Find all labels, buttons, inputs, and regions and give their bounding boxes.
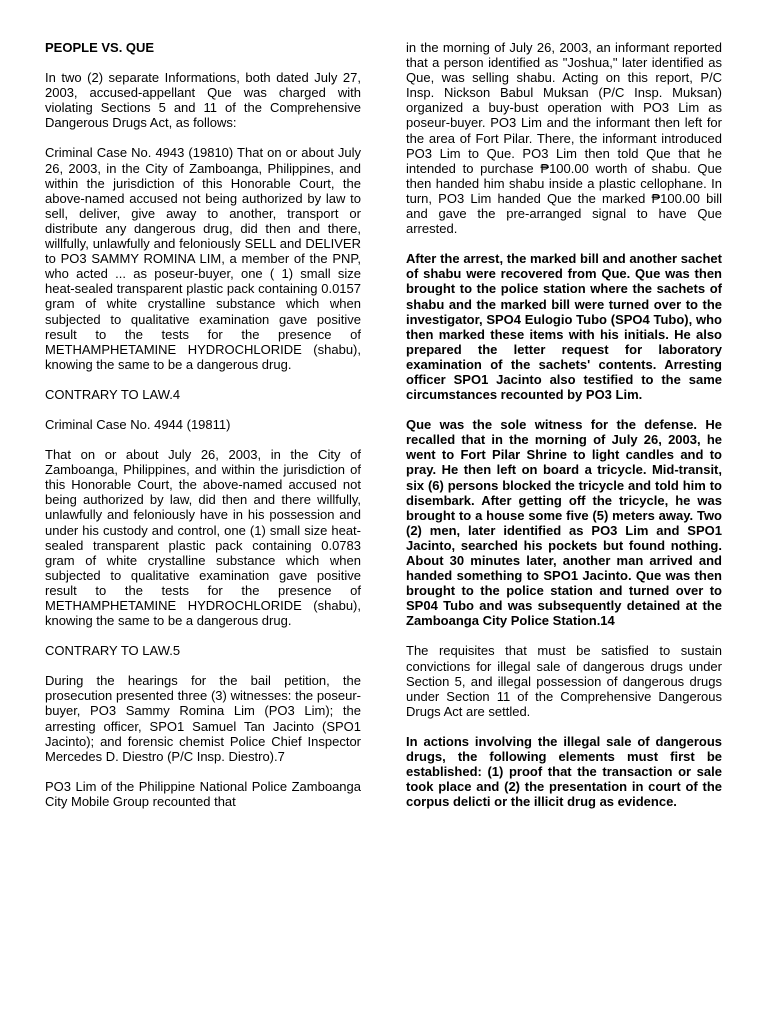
paragraph-buy-bust: in the morning of July 26, 2003, an informant reported that a person identified as "Joshua," later identified as Que, was selling shabu. Acting on this report, P/C Insp. Nickson Babul Muksan (P/C Insp. Muksan) organized a buy-bust operation with PO3 Lim as poseur-buyer. PO3 Lim and the informant then left for the area of Fort Pilar. There, the informant introduced PO3 Lim to Que. PO3 Lim then told Que that he intended to purchase ₱100.00 worth of shabu. Que then handed him shabu inside a plastic cellophane. In turn, PO3 Lim handed Que the marked ₱100.00 bill and gave the pre-arranged signal to have Que arrested. [406, 40, 722, 237]
document-title: PEOPLE VS. QUE [45, 40, 155, 55]
paragraph-case-4944-heading: Criminal Case No. 4944 (19811) [45, 416, 231, 432]
paragraph-defense: Que was the sole witness for the defense. He recalled that in the morning of July 26, 2003, he went to Fort Pilar Shrine to light candles and to pray. He then left on board a tricycle. Mid-transit, six (6) persons blocked the tricycle and told him to disembark. After getting off the tricycle, he was brought to a house some five (5) meters away. Two (2) men, later identified as PO3 Lim and SPO1 Jacinto, searched his pockets but found nothing. About 30 minutes later, another man arrived and handed something to SPO1 Jacinto. Que was then brought to the police station and turned over to SP04 Tubo and was subsequently detained at the Zamboanga City Police Station.14 [406, 417, 722, 629]
paragraph-elements: In actions involving the illegal sale of dangerous drugs, the following elements must first be established: (1) proof that the transaction or sale took place and (2) the presentation in court of the corpus delicti or the illicit drug as evidence. [406, 733, 722, 810]
paragraph-case-4944: That on or about July 26, 2003, in the City of Zamboanga, Philippines, and within the jurisdiction of this Honorable Court, the above-named accused not being authorized by law, did then and there willfully, unlawfully and feloniously have in his possession and under his custody and control, one (1) small size heat-sealed transparent plastic pack containing 0.0783 gram of white crystalline substance which when subjected to qualitative examination gave positive result to the tests for the presence of METHAMPHETAMINE HYDROCHLORIDE (shabu), knowing the same to be a dangerous drug. [45, 447, 361, 629]
left-column [45, 40, 361, 824]
paragraph-contrary-4: CONTRARY TO LAW.4 [45, 386, 181, 402]
right-column [406, 40, 722, 824]
paragraph-informations: In two (2) separate Informations, both dated July 27, 2003, accused-appellant Que was charged with violating Sections 5 and 11 of the Comprehensive Dangerous Drugs Act, as follows: [45, 70, 361, 131]
paragraph-bail-hearings: During the hearings for the bail petition, the prosecution presented three (3) witnesses: the poseur-buyer, PO3 Sammy Romina Lim (PO3 Lim); the arresting officer, SPO1 Samuel Tan Jacinto (SPO1 Jacinto); and forensic chemist Police Chief Inspector Mercedes D. Diestro (P/C Insp. Diestro).7 [45, 673, 361, 764]
paragraph-po3-lim: PO3 Lim of the Philippine National Police Zamboanga City Mobile Group recounted that [45, 778, 361, 809]
paragraph-after-arrest: After the arrest, the marked bill and another sachet of shabu were recovered from Que. Que was then brought to the police station where the sachets of shabu and the marked bill were turned over to the investigator, SPO4 Eulogio Tubo (SPO4 Tubo), who then marked these items with his initials. He also prepared the letter request for laboratory examination of the sachets' contents. Arresting officer SPO1 Jacinto also testified to the same circumstances recounted by PO3 Lim. [406, 251, 722, 403]
paragraph-contrary-5: CONTRARY TO LAW.5 [45, 643, 181, 659]
paragraph-case-4943: Criminal Case No. 4943 (19810) That on or about July 26, 2003, in the City of Zamboanga, Philippines, and within the jurisdiction of this Honorable Court, the above-named accused not being authorized by law to sell, deliver, give away to another, transport or distribute any dangerous drug, did then and there, willfully, unlawfully and feloniously SELL and DELIVER to PO3 SAMMY ROMINA LIM, a member of the PNP, who acted ... as poseur-buyer, one ( 1) small size heat-sealed transparent plastic pack containing 0.0157 gram of white crystalline substance which when subjected to qualitative examination gave positive result to the tests for the presence of METHAMPHETAMINE HYDROCHLORIDE (shabu), knowing the same to be a dangerous drug. [45, 145, 361, 372]
paragraph-requisites: The requisites that must be satisfied to sustain convictions for illegal sale of dangerous drugs under Section 5, and illegal possession of dangerous drugs under Section 11 of the Comprehensive Dangerous Drugs Act are settled. [406, 643, 722, 719]
